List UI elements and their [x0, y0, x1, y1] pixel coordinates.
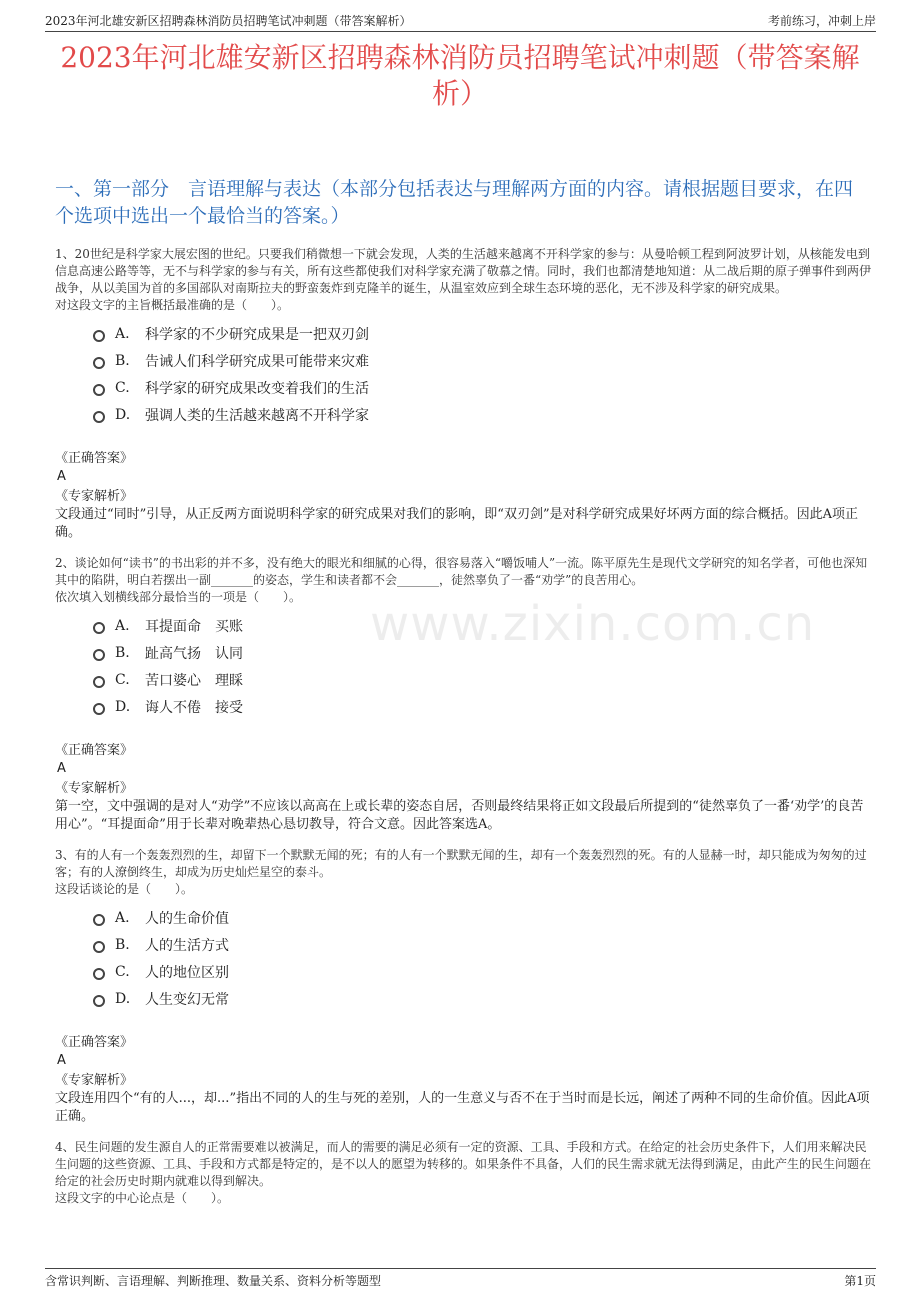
option-letter: C.: [115, 379, 130, 396]
option-text: 人生变幻无常: [145, 991, 229, 1008]
option-c[interactable]: [93, 666, 872, 693]
option-letter: B.: [115, 352, 130, 369]
radio-icon[interactable]: [93, 411, 105, 423]
analysis-text: 文段连用四个“有的人...，却...”指出不同的人的生与死的差别，人的一生意义与否不在于当时而是长远，阐述了两种不同的生命价值。因此A项正确。: [55, 1091, 870, 1124]
question-3: [55, 847, 872, 1126]
answer-value: A: [57, 761, 66, 776]
question-2: [55, 555, 872, 834]
option-letter: A.: [115, 617, 130, 634]
option-a[interactable]: [93, 320, 872, 347]
question-prompt: 对这段文字的主旨概括最准确的是（ ）。: [55, 298, 290, 312]
radio-icon[interactable]: [93, 995, 105, 1007]
option-text: 强调人类的生活越来越离不开科学家: [145, 407, 369, 424]
radio-icon[interactable]: [93, 676, 105, 688]
option-letter: D.: [115, 990, 131, 1007]
question-stem: 4、民生问题的发生源自人的正常需要难以被满足，而人的需要的满足必须有一定的资源、工具、手段和方式。在给定的社会历史条件下，人们用来解决民生问题的这些资源、工具、手段和方式都是特定的，是不以人的愿望为转移的。如果条件不具备，人们的民生需求就无法得到满足，由此产生的民生问题在给定的社会历史时期内就难以得到解决。: [55, 1140, 872, 1188]
option-d[interactable]: [93, 401, 872, 428]
option-c[interactable]: [93, 374, 872, 401]
option-text: 人的生活方式: [145, 937, 229, 954]
radio-icon[interactable]: [93, 384, 105, 396]
option-text: 苦口婆心 理睬: [145, 672, 243, 689]
option-text: 人的地位区别: [145, 964, 229, 981]
option-b[interactable]: [93, 347, 872, 374]
option-c[interactable]: [93, 958, 872, 985]
option-list: [93, 612, 872, 720]
option-letter: B.: [115, 936, 130, 953]
option-letter: A.: [115, 909, 130, 926]
analysis-label: 《专家解析》: [55, 489, 134, 504]
option-letter: D.: [115, 406, 131, 423]
option-letter: D.: [115, 698, 131, 715]
option-b[interactable]: [93, 931, 872, 958]
header-divider: [45, 31, 876, 32]
question-stem: 2、谈论如何“读书”的书出彩的并不多，没有绝大的眼光和细腻的心得，很容易落入“嚼饭哺人”一流。陈平原先生是现代文学研究的知名学者，可他也深知其中的陷阱，明白若摆出一副_______的姿态，学生和读者都不会_______，徒然辜负了一番“劝学”的良苦用心。: [55, 556, 868, 587]
analysis-text: 文段通过“同时”引导，从正反两方面说明科学家的研究成果对我们的影响，即“双刃剑”是对科学研究成果好坏两方面的综合概括。因此A项正确。: [55, 507, 858, 540]
watermark: www.zixin.com.cn: [370, 596, 816, 652]
option-d[interactable]: [93, 693, 872, 720]
question-1: [55, 246, 872, 542]
option-text: 科学家的不少研究成果是一把双刃剑: [145, 326, 369, 343]
answer-value: A: [57, 469, 66, 484]
page-title: 2023年河北雄安新区招聘森林消防员招聘笔试冲刺题（带答案解析）: [60, 41, 860, 110]
answer-label: 《正确答案》: [55, 1035, 134, 1050]
footer-divider: [45, 1268, 876, 1269]
option-text: 科学家的研究成果改变着我们的生活: [145, 380, 369, 397]
option-list: [93, 904, 872, 1012]
radio-icon[interactable]: [93, 914, 105, 926]
section-heading: 一、第一部分 言语理解与表达（本部分包括表达与理解两方面的内容。请根据题目要求，在四个选项中选出一个最恰当的答案。）: [55, 178, 854, 227]
analysis-label: 《专家解析》: [55, 781, 134, 796]
radio-icon[interactable]: [93, 649, 105, 661]
answer-value: A: [57, 1053, 66, 1068]
header-doc-title: 2023年河北雄安新区招聘森林消防员招聘笔试冲刺题（带答案解析）: [45, 14, 412, 28]
option-text: 趾高气扬 认同: [145, 645, 243, 662]
question-list: [55, 246, 872, 1213]
question-prompt: 依次填入划横线部分最恰当的一项是（ ）。: [55, 590, 302, 604]
question-prompt: 这段文字的中心论点是（ ）。: [55, 1191, 230, 1205]
page-number: 第1页: [844, 1274, 876, 1288]
question-prompt: 这段话谈论的是（ ）。: [55, 882, 194, 896]
option-list: [93, 320, 872, 428]
analysis-label: 《专家解析》: [55, 1073, 134, 1088]
option-letter: C.: [115, 671, 130, 688]
option-text: 人的生命价值: [145, 910, 229, 927]
option-letter: A.: [115, 325, 130, 342]
option-text: 诲人不倦 接受: [145, 699, 243, 716]
header-slogan: 考前练习，冲刺上岸: [767, 14, 876, 28]
option-text: 告诫人们科学研究成果可能带来灾难: [145, 353, 369, 370]
option-d[interactable]: [93, 985, 872, 1012]
analysis-text: 第一空，文中强调的是对人“劝学”不应该以高高在上或长辈的姿态自居，否则最终结果将正如文段最后所提到的“徒然辜负了一番‘劝学’的良苦用心”。“耳提面命”用于长辈对晚辈热心恳切教导，符合文意。因此答案选A。: [55, 799, 864, 832]
option-text: 耳提面命 买账: [145, 618, 243, 635]
answer-label: 《正确答案》: [55, 743, 134, 758]
radio-icon[interactable]: [93, 622, 105, 634]
answer-label: 《正确答案》: [55, 451, 134, 466]
option-a[interactable]: [93, 904, 872, 931]
radio-icon[interactable]: [93, 941, 105, 953]
question-4: [55, 1139, 872, 1207]
question-stem: 1、20世纪是科学家大展宏图的世纪。只要我们稍微想一下就会发现，人类的生活越来越离不开科学家的参与：从曼哈顿工程到阿波罗计划，从核能发电到信息高速公路等等，无不与科学家的参与有关，所有这些都使我们对科学家充满了敬慕之情。同时，我们也都清楚地知道：从二战后期的原子弹事件到两伊战争，从以美国为首的多国部队对南斯拉夫的野蛮轰炸到克隆羊的诞生，从温室效应到全球生态环境的恶化，无不涉及科学家的研究成果。: [55, 247, 872, 295]
radio-icon[interactable]: [93, 968, 105, 980]
option-letter: C.: [115, 963, 130, 980]
radio-icon[interactable]: [93, 703, 105, 715]
radio-icon[interactable]: [93, 330, 105, 342]
question-stem: 3、有的人有一个轰轰烈烈的生，却留下一个默默无闻的死；有的人有一个默默无闻的生，却有一个轰轰烈烈的死。有的人显赫一时，却只能成为匆匆的过客；有的人潦倒终生，却成为历史灿烂星空的泰斗。: [55, 848, 867, 879]
footer-topics: 含常识判断、言语理解、判断推理、数量关系、资料分析等题型: [45, 1274, 382, 1288]
option-b[interactable]: [93, 639, 872, 666]
option-letter: B.: [115, 644, 130, 661]
option-a[interactable]: [93, 612, 872, 639]
radio-icon[interactable]: [93, 357, 105, 369]
